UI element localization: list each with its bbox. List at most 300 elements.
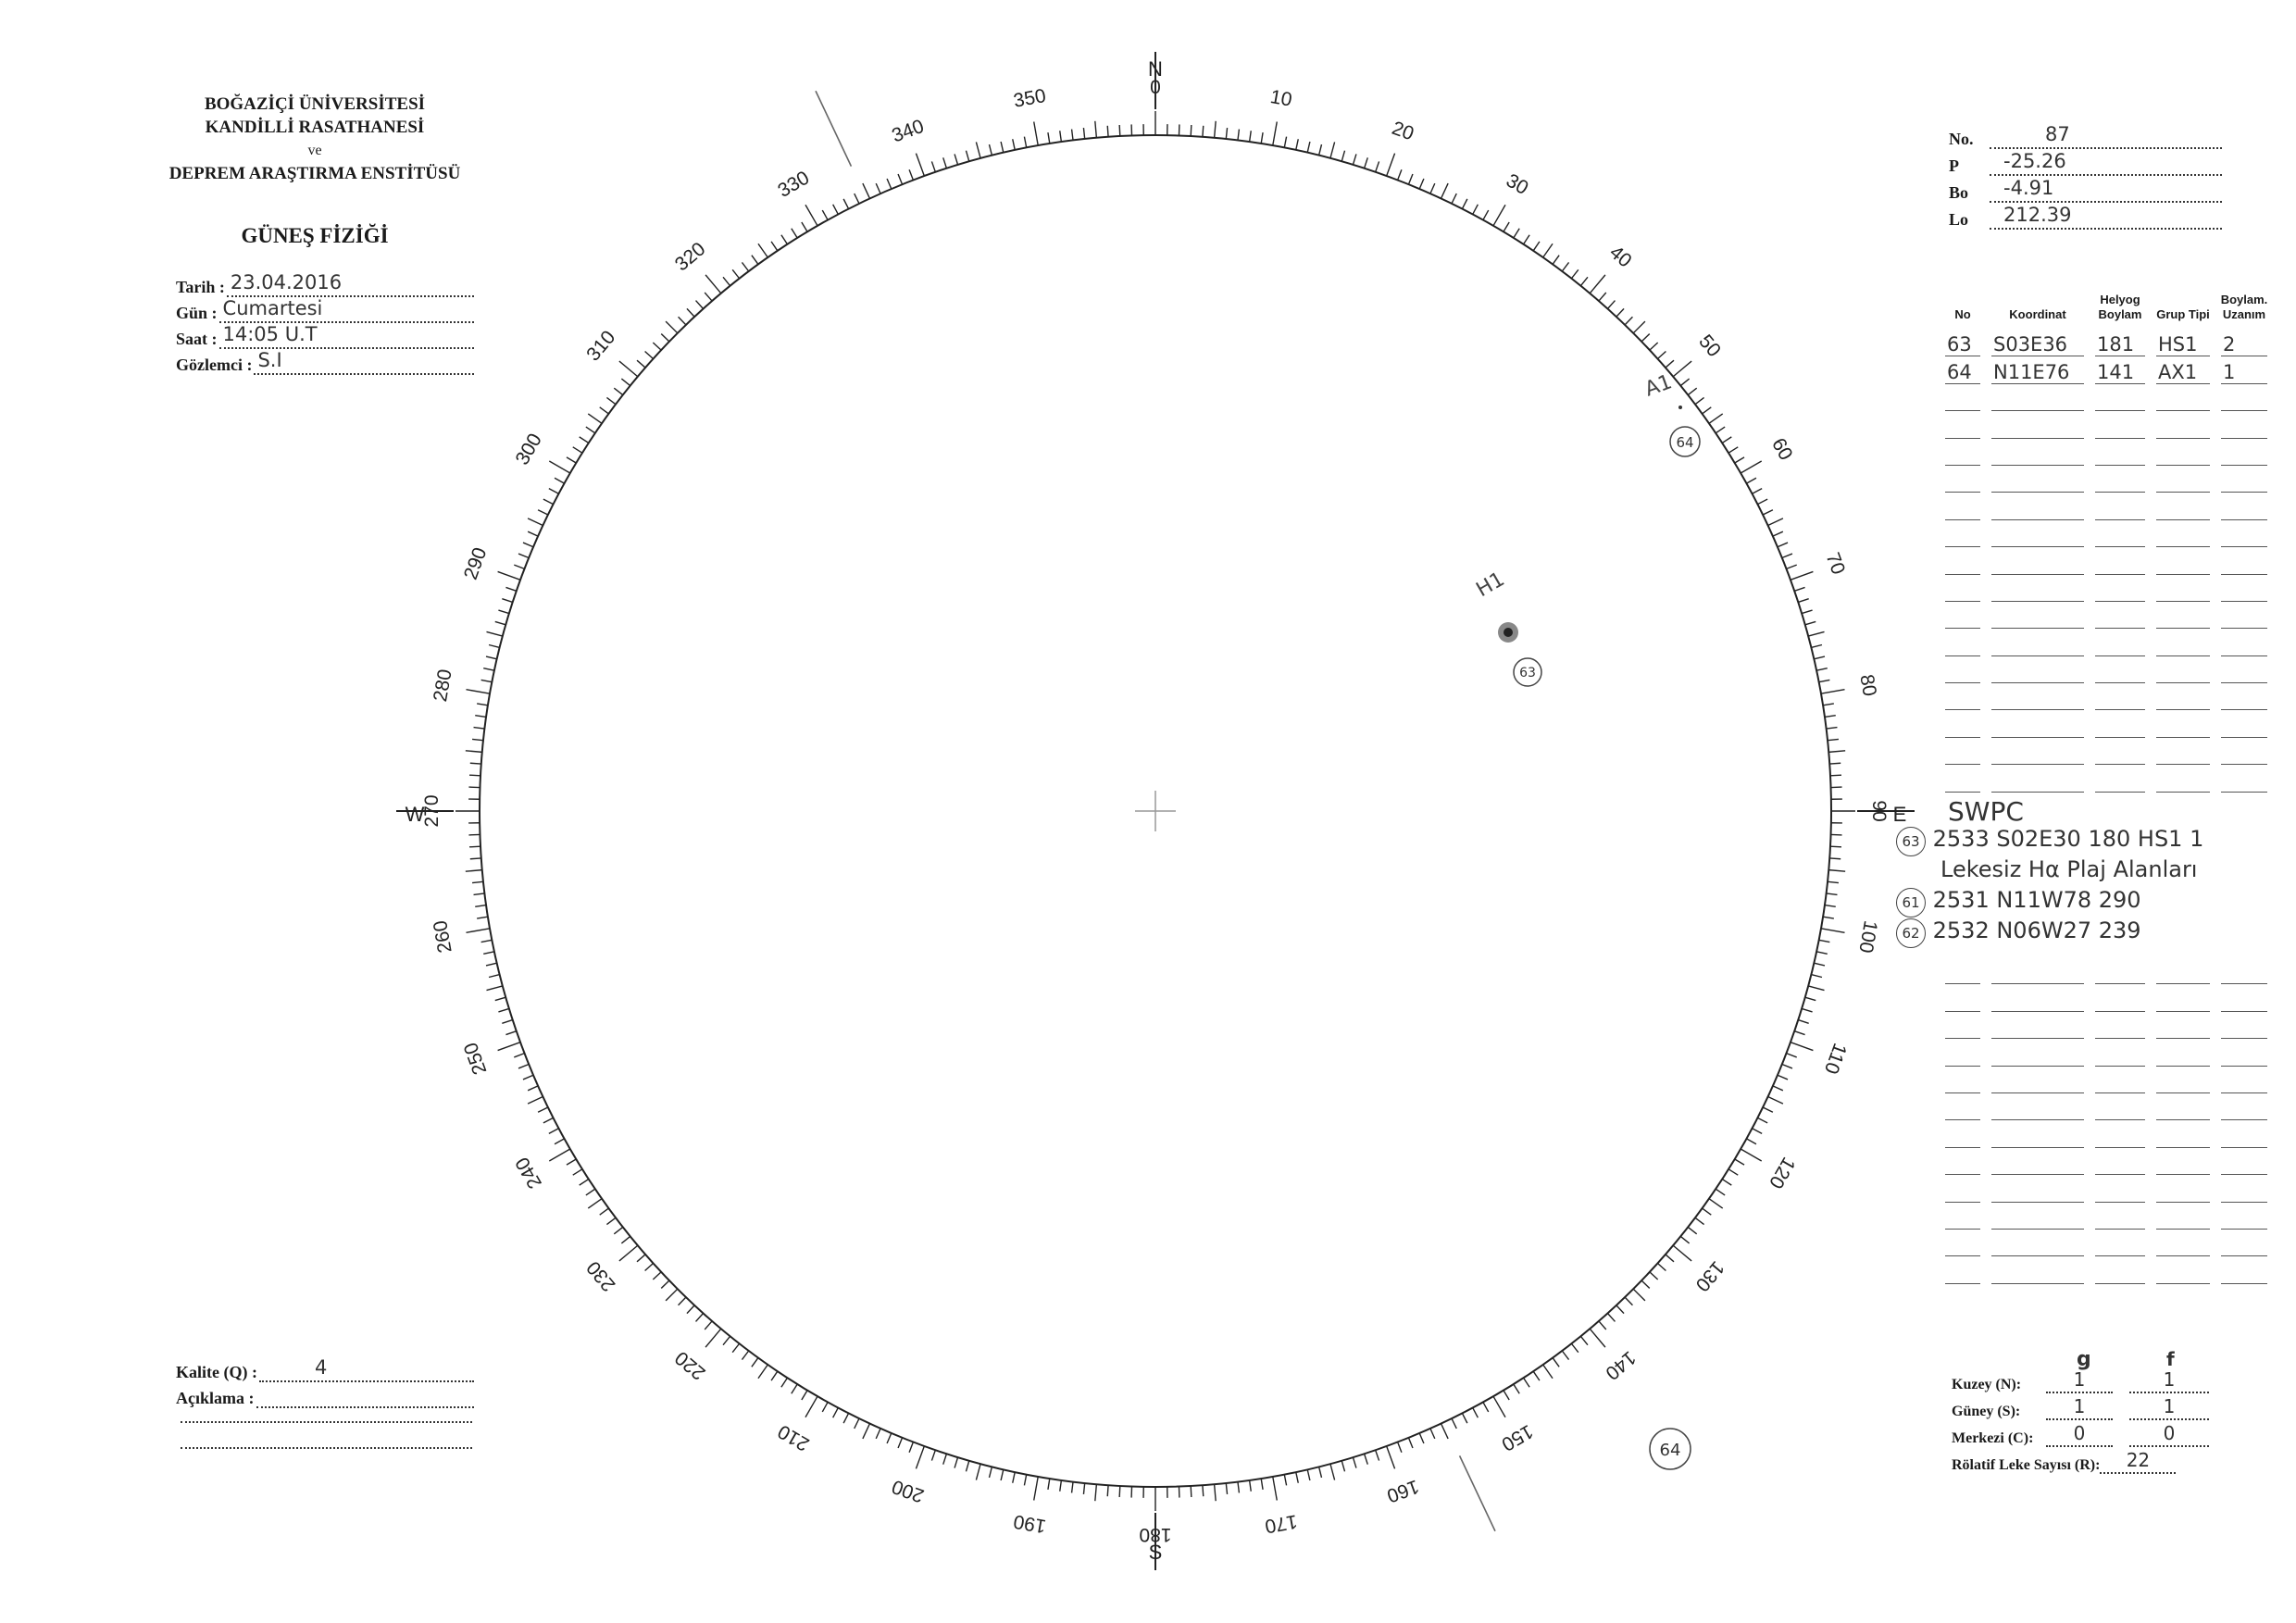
sunspot-core [1504,628,1513,637]
tick-mark [705,1321,712,1330]
tick-mark [588,1199,602,1208]
row2-coord: N11E76 [1993,360,2070,383]
tick-mark [573,447,582,453]
tick-mark [586,1189,595,1195]
tick-mark [502,1020,512,1024]
tick-mark [1778,543,1788,547]
tick-mark [1828,870,1845,872]
tick-mark [898,1438,902,1448]
row2-extent: 1 [2223,360,2236,383]
tick-mark [1001,142,1004,153]
angle-label: 10 [1268,86,1294,111]
header-university: BOĞAZİÇİ ÜNİVERSİTESİ [204,94,426,114]
angle-label: 60 [1766,434,1797,465]
angle-label: 80 [1855,672,1880,698]
tick-mark [1462,1413,1466,1423]
tick-mark [1376,161,1379,171]
tick-mark [489,975,500,978]
observer-value: S.I [257,349,282,371]
tick-mark [1763,1107,1773,1112]
param-lo-label: Lo [1949,210,1969,229]
tick-mark [1798,1020,1808,1024]
south-f: 1 [2163,1395,2176,1417]
tick-mark [1650,343,1658,350]
tick-mark [1805,621,1816,624]
tick-mark [1493,205,1505,226]
tick-mark [696,301,704,309]
south-letter: S [1148,1541,1163,1564]
tick-mark [1060,1480,1062,1492]
tick-mark [833,1408,839,1418]
tick-mark [1782,1064,1792,1067]
tick-mark [1119,1486,1120,1497]
tick-mark [549,1129,559,1134]
tick-mark [1773,531,1783,536]
angle-label: 230 [582,1256,620,1296]
tick-mark [955,154,958,164]
swpc-ref: 62 [1896,918,1926,948]
tick-mark [1024,137,1026,148]
tick-mark [1816,668,1828,670]
tick-mark [781,235,788,244]
angle-label: 250 [459,1039,492,1078]
tick-mark [1746,1139,1755,1144]
row1-type: HS1 [2158,333,2198,356]
tick-mark [1261,1479,1263,1490]
tick-mark [472,739,483,740]
center-label: Merkezi (C): [1952,1430,2034,1446]
tick-mark [474,893,485,894]
tick-mark [549,489,559,494]
tick-mark [1829,763,1841,764]
ref-63-label: 63 [1519,666,1536,680]
tick-mark [1024,1475,1026,1486]
tick-mark [752,1358,758,1367]
tick-mark [1811,644,1822,647]
south-label: Güney (S): [1952,1404,2021,1419]
tick-mark [1387,1446,1395,1468]
tick-mark [1802,610,1812,614]
tick-mark [1430,183,1435,194]
tick-mark [498,1042,520,1051]
param-bo-label: Bo [1949,183,1969,202]
tick-mark [666,1289,678,1301]
swpc-entry-text: Lekesiz Hα Plaj Alanları [1940,856,2198,882]
tick-mark [955,1457,958,1467]
tick-mark [1823,917,1834,918]
angle-label: 40 [1604,242,1636,272]
tick-mark [498,610,508,614]
tick-mark [1827,728,1838,729]
tick-mark [586,427,595,433]
tick-mark [843,1413,848,1423]
tick-mark [1013,139,1015,150]
tick-mark [1571,269,1578,278]
tick-mark [505,1031,516,1035]
tick-mark [528,518,543,526]
angle-label: 280 [430,668,456,704]
tick-mark [1814,656,1825,659]
tick-mark [887,179,892,189]
tick-mark [1829,858,1841,859]
tick-mark [1307,142,1310,153]
tick-mark [1119,125,1120,136]
row1-no: 63 [1947,333,1972,356]
tick-mark [705,293,712,301]
group-h1-label: H1 [1472,568,1509,603]
angle-label: 0 [1150,77,1161,98]
angle-label: 200 [889,1475,928,1507]
angle-label: 220 [670,1346,710,1384]
tick-mark [1802,1008,1812,1012]
north-f: 1 [2163,1368,2176,1391]
page-title: GÜNEŞ FİZİĞİ [241,224,389,247]
tick-mark [1650,1272,1658,1280]
tick-mark [976,1464,980,1479]
tick-mark [742,262,748,271]
swpc-entry-text: 2531 N11W78 290 [1932,887,2141,913]
tick-mark [1191,1486,1192,1497]
tick-mark [637,1255,645,1262]
tick-mark [505,587,516,591]
tick-mark [705,275,721,293]
tick-mark [1773,1086,1783,1091]
tick-mark [1250,131,1252,142]
tick-mark [1673,361,1691,377]
tick-mark [898,174,902,184]
tick-mark [621,379,630,386]
param-no-label: No. [1949,130,1974,148]
tick-mark [528,531,538,536]
tick-mark [495,621,506,624]
tick-mark [1828,881,1839,882]
tick-mark [619,1245,638,1261]
angle-label: 140 [1601,1346,1641,1384]
north-g: 1 [2073,1368,2086,1391]
tick-mark [580,437,589,443]
angle-label: 150 [1497,1420,1537,1455]
tick-mark [1741,461,1762,473]
angle-label: 300 [511,430,546,469]
param-p-value: -25.26 [2003,150,2066,172]
tick-mark [1657,1263,1666,1270]
tick-mark [514,565,524,568]
tick-mark [472,881,483,882]
tick-mark [1816,952,1828,954]
tick-mark [687,308,694,317]
rotation-axis-line [1460,1455,1495,1530]
tick-mark [543,499,554,504]
tick-mark [802,1391,807,1400]
tick-mark [1625,317,1632,325]
tick-mark [1580,277,1588,285]
tick-mark [1072,1482,1073,1493]
tick-mark [1830,775,1841,776]
tick-mark [1376,1450,1379,1460]
tick-mark [1398,169,1402,180]
tick-mark [481,680,493,681]
row1-long: 181 [2097,333,2135,356]
tick-mark [475,716,486,718]
tick-mark [1757,499,1767,504]
tick-mark [1680,1236,1689,1243]
tick-mark [805,205,817,226]
tick-mark [1353,1457,1356,1467]
tick-mark [1553,256,1559,265]
tick-mark [1238,1482,1239,1493]
tick-mark [781,1378,788,1387]
angle-label: 350 [1012,85,1048,112]
tick-mark [696,1313,704,1321]
day-value: Cumartesi [222,297,323,319]
tick-mark [1768,518,1783,526]
tick-mark [486,986,502,991]
tick-mark [1083,1483,1084,1494]
time-label: Saat : [176,330,218,348]
tick-mark [666,321,678,333]
tick-mark [1191,125,1192,136]
tick-mark [466,751,482,753]
tick-mark [661,1280,669,1288]
tick-mark [523,543,533,547]
tick-mark [477,704,488,705]
tick-mark [1633,1289,1645,1301]
tick-mark [792,1384,797,1393]
tick-mark [466,929,490,933]
tick-mark [1341,151,1344,162]
ref-64-bottom-label: 64 [1659,1441,1681,1460]
tick-mark [528,1097,543,1105]
tick-mark [1735,1159,1744,1165]
tick-mark [1728,447,1738,453]
tick-mark [931,1450,935,1460]
row2-no: 64 [1947,360,1972,383]
tick-mark [1794,1031,1804,1035]
param-p-label: P [1949,156,1959,175]
r-value: 22 [2126,1449,2151,1471]
tick-mark [732,1343,739,1352]
tick-mark [1757,1117,1767,1122]
tick-mark [1238,130,1239,141]
tick-mark [1722,437,1731,443]
tick-mark [1823,704,1834,705]
tick-mark [966,151,968,162]
tick-mark [1408,1438,1412,1448]
tick-mark [1330,1464,1335,1479]
tick-mark [518,1064,529,1067]
angle-label: 330 [774,167,814,202]
angle-label: 270 [421,794,443,828]
tick-mark [1808,986,1824,991]
angle-label: 210 [774,1420,814,1455]
tick-mark [1473,1408,1479,1418]
tick-mark [976,142,980,157]
tick-mark [614,388,622,394]
tick-mark [498,1008,508,1012]
tick-mark [1296,1472,1298,1483]
row1-extent: 2 [2223,333,2236,356]
th-coordinate: Koordinat [2009,307,2066,321]
tick-mark [679,1297,686,1305]
tick-mark [1819,680,1830,681]
tick-mark [1599,1321,1606,1330]
tick-mark [916,154,924,176]
tick-mark [474,728,485,729]
tick-mark [1215,1484,1217,1501]
tick-mark [1709,1199,1723,1208]
tick-mark [1250,1480,1252,1492]
tick-mark [645,352,654,359]
tick-mark [822,210,828,219]
tick-mark [1607,301,1615,309]
tick-mark [653,343,661,350]
tick-mark [1821,690,1845,694]
tick-mark [1819,940,1830,942]
tick-mark [1688,1227,1696,1233]
tick-mark [1296,139,1298,150]
tick-mark [637,360,645,368]
tick-mark [723,277,730,285]
tick-mark [1493,1396,1505,1417]
tick-mark [1514,1384,1519,1393]
tick-mark [470,858,481,859]
tick-mark [567,457,576,463]
tick-mark [1543,1365,1553,1379]
tick-mark [1562,1351,1568,1360]
angle-label: 190 [1012,1510,1048,1537]
tick-mark [1307,1469,1310,1480]
angle-label: 290 [459,544,492,583]
header-observatory: KANDİLLİ RASATHANESİ [205,118,425,137]
tick-mark [1273,121,1278,145]
tick-mark [1798,599,1808,603]
tick-mark [466,690,490,694]
tick-mark [1825,716,1836,718]
tick-mark [1353,154,1356,164]
tick-mark [661,334,669,342]
angle-label: 310 [582,326,620,366]
row2-type: AX1 [2158,360,2198,383]
tick-mark [1226,128,1227,139]
tick-mark [1787,565,1797,568]
tick-mark [1794,587,1804,591]
angle-label: 90 [1868,800,1890,822]
tick-mark [1408,174,1412,184]
tick-mark [1261,132,1263,144]
r-label: Rölatif Leke Sayısı (R): [1952,1457,2101,1473]
tick-mark [1746,478,1755,483]
tick-mark [1830,846,1841,847]
tick-mark [645,1263,654,1270]
tick-mark [1452,194,1456,204]
south-g: 1 [2073,1395,2086,1417]
tick-mark [466,870,482,872]
tick-mark [931,161,935,171]
tick-mark [543,1117,554,1122]
tick-mark [1695,397,1704,404]
tick-mark [1580,1336,1588,1344]
tick-mark [538,510,548,515]
tick-mark [1828,739,1839,740]
tick-mark [909,1442,913,1453]
tick-mark [1791,571,1813,580]
quality-label: Kalite (Q) : [176,1363,257,1381]
tick-mark [1616,1305,1624,1314]
rotation-axis-line [816,91,851,166]
tick-mark [1811,975,1822,978]
angle-label: 160 [1383,1475,1422,1507]
tick-mark [1543,243,1553,257]
tick-mark [1825,905,1836,907]
tick-mark [600,407,609,414]
tick-mark [943,1454,947,1464]
swpc-entry-text: 2532 N06W27 239 [1932,918,2141,943]
tick-mark [600,1208,609,1215]
tick-mark [1215,121,1217,138]
tick-mark [1226,1483,1227,1494]
param-lo-value: 212.39 [2003,204,2072,226]
quality-value: 4 [314,1356,328,1379]
tick-mark [876,183,880,194]
tick-mark [687,1305,694,1314]
tick-mark [1599,293,1606,301]
tick-mark [523,1075,533,1080]
tick-mark [1273,1477,1278,1501]
tick-mark [1768,1097,1783,1105]
swpc-entry-text: 2533 S02E30 180 HS1 1 [1932,826,2204,852]
center-f: 0 [2163,1422,2176,1444]
tick-mark [1666,360,1674,368]
tick-mark [966,1461,968,1472]
tick-mark [1821,929,1845,933]
date-value: 23.04.2016 [230,271,343,293]
tick-mark [1001,1469,1004,1480]
tick-mark [1709,414,1723,423]
row2-long: 141 [2097,360,2135,383]
tick-mark [1590,275,1605,293]
angle-label: 110 [1819,1040,1851,1077]
west-letter: W [405,803,425,826]
tick-mark [1107,1485,1108,1496]
tick-mark [469,846,480,847]
tick-mark [1398,1442,1402,1453]
tick-mark [1782,554,1792,557]
tick-mark [555,478,564,483]
swpc-title: SWPC [1948,796,2024,827]
north-letter: N [1148,57,1163,81]
tick-mark [1703,1208,1712,1215]
angle-label: 30 [1502,169,1532,200]
tick-mark [1805,997,1816,1000]
tick-mark [1666,1255,1674,1262]
tick-mark [1284,1475,1286,1486]
tick-mark [989,1467,992,1478]
tick-mark [771,242,778,251]
tick-mark [1641,334,1650,342]
tick-mark [1430,1429,1435,1439]
tick-mark [1203,126,1204,137]
group-a1-label: A1 [1641,370,1676,402]
tick-mark [483,952,494,954]
tick-mark [549,461,570,473]
tick-mark [876,1429,880,1439]
tick-mark [1365,157,1368,168]
tick-mark [1341,1461,1344,1472]
north-label: Kuzey (N): [1952,1377,2022,1392]
tick-mark [1808,631,1824,636]
tick-mark [1814,963,1825,966]
tick-mark [1048,1479,1050,1490]
